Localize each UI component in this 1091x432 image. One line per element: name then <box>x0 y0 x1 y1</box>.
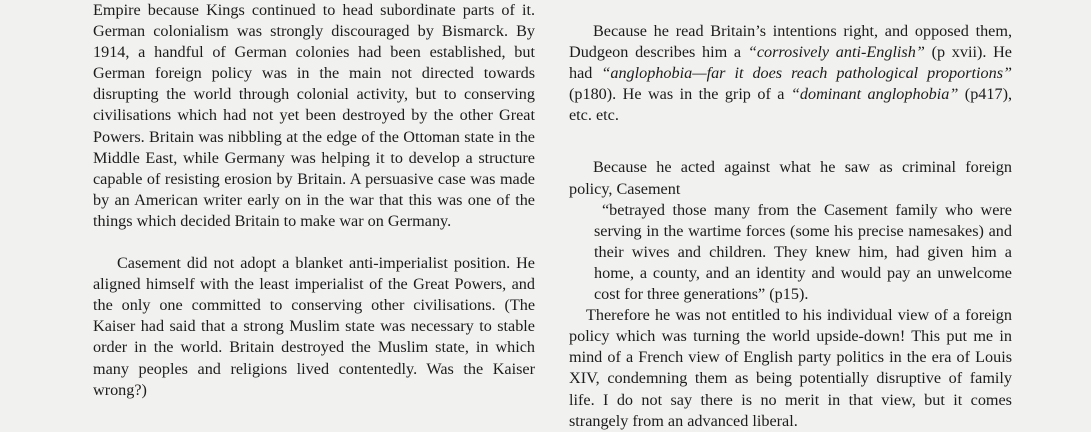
top-gap <box>569 0 1012 21</box>
left-paragraph-empire: Empire because Kings continued to head subordinate parts of it. German colonialism was strongly discouraged by Bismarck. By 1914, a handful of German colonies had been established, but German foreign policy was in the main not directed towards disrupting the world through colonial activity, but to conserving civilisations which had not yet been destroyed by the other Great Powers. Britain was nibbling at the edge of the Ottoman state in the Middle East, while Germany was helping it to develop a structure capable of resisting erosion by Britain. A persuasive case was made by an American writer early on in the war that this was one of the things which decided Britain to make war on Germany. <box>93 1 535 230</box>
block-quotation: “betrayed those many from the Casement family who were serving in the wartime forces (some his precise namesakes) and their wives and children. They knew him, had given him a home, a county, and an identity and would pay an unwelcome cost for three generations” (p15). <box>594 200 1012 304</box>
quote-corrosively: “corrosively anti-English” <box>747 43 925 62</box>
text-run: (p417), etc. etc. <box>569 85 1013 125</box>
right-paragraph-criminal-policy: Because he acted against what he saw as criminal foreign policy, Casement <box>569 158 1012 198</box>
right-paragraph-therefore: Therefore he was not entitled to his individual view of a foreign policy which was turning the world upside-down! This put me in mind of a French view of English party politics in the era of Louis XIV, condemning them as being potentially disruptive of family life. I do not say there is no merit in that view, but it comes strangely from an advanced liberal. <box>569 306 1012 430</box>
text-run: Because he read Britain’s intentions right, and opposed them, Dudgeon describes him a <box>569 22 1012 62</box>
left-paragraph-casement-position: Casement did not adopt a blanket anti-imperialist position. He aligned himself with the least imperialist of the Great Powers, and the only one committed to conserving other civilisations. (The Kaiser had said that a strong Muslim state was necessary to stable order in the world. Britain destroyed the Muslim state, in which many peoples and religions lived contentedly. Was the Kaiser wrong?) <box>93 254 535 399</box>
right-paragraph-dudgeon <box>569 21 1012 126</box>
right-column <box>569 0 1012 432</box>
text-run: (p xvii). He had <box>569 43 1012 83</box>
text-run: (p180). He was in the grip of a <box>569 85 791 104</box>
quote-dominant-anglophobia: “dominant anglophobia” <box>790 85 959 104</box>
paragraph-gap <box>569 126 1012 157</box>
paragraph-gap <box>93 232 535 253</box>
quote-anglophobia: “anglophobia—far it does reach pathological proportions” <box>601 64 1012 83</box>
left-column <box>93 0 535 401</box>
